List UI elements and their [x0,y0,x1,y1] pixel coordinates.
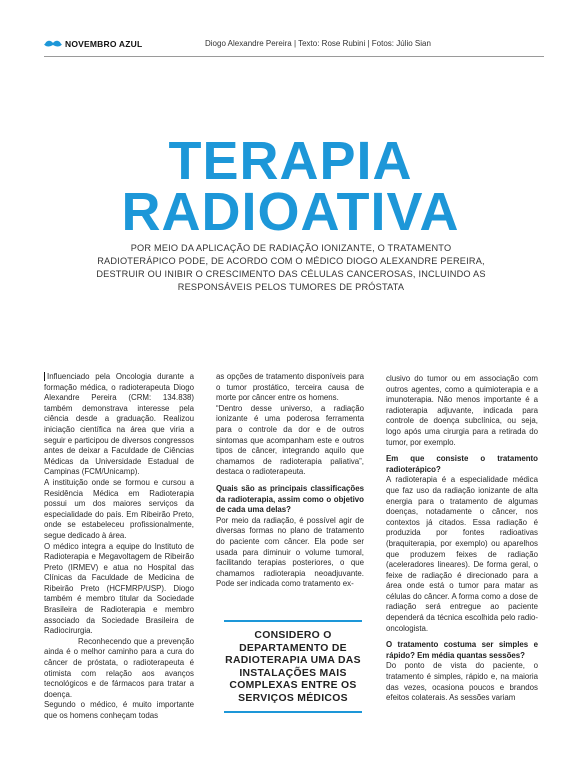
interview-question: O tratamento costuma ser simples e rápido? Em média quantas sessões? [386,640,538,660]
interview-question: Quais são as principais classificações da radioterapia, assim como o objetivo de cada uma delas? [216,483,364,515]
mustache-icon [44,40,62,49]
paragraph: Reconhecendo que a prevenção ainda é o melhor caminho para a cura do câncer de próstata, o radioterapeuta é otimista com relação aos avanços tecnológicos e de fármacos para tratar a doença. [44,636,194,699]
section-label: NOVEMBRO AZUL [65,39,143,49]
paragraph [44,372,194,478]
paragraph: Por meio da radiação, é possível agir de diversas formas no plano de tratamento do paciente com câncer. Ela pode ser usada para diminuir o volume tumoral, facilitando terapias posteriores, o que chamamos radioterapia neoadjuvante. Pode ser indicada como tratamento ex- [216,515,364,589]
header-divider [44,56,544,57]
paragraph: A radioterapia é a especialidade médica que faz uso da radiação ionizante de alta energia para o tratamento de algumas doenças, notadamente o câncer, nos contextos já citados. Essa radiação é produzida por fontes radioativas (braquiterapia, por exemplo) ou aparelhos que produzem feixes de radiação (aceleradores lineares). De forma geral, o feixe de radiação é direcionado para a área onde está o tumor para matar as células do câncer. A forma como a dose de radiação será entregue ao paciente dependerá da técnica escolhida pelo radio-oncologista. [386,475,538,633]
page-header [44,38,544,54]
paragraph: Segundo o médico, é muito importante que os homens conheçam todas [44,700,194,720]
paragraph: A instituição onde se formou e cursou a Residência Médica em Radioterapia possui um dos maiores serviços da especialidade do país. Em Ribeirão Preto, onde se estabeleceu profissionalmente, segue dedicado à área. [44,477,194,540]
text-column-1 [44,372,194,722]
paragraph-text: nfluenciado pela Oncologia durante a formação médica, o radioterapeuta Diogo Alexandre Pereira (CRM: 134.838) também demonstrava interesse pela ciência desde a graduação. Realizou iniciação científica na área que viria a seguir e participou de diversos congressos antes de deixar a Faculdade de Ciências Médicas da Universidade Estadual de Campinas (FCM/Unicamp). [44,372,194,477]
paragraph: Do ponto de vista do paciente, o tratamento é simples, rápido e, na maioria das vezes, ocasiona poucos e brandos efeitos colaterais. As sessões variam [386,661,538,703]
article-subtitle: POR MEIO DA APLICAÇÃO DE RADIAÇÃO IONIZANTE, O TRATAMENTO RADIOTERÁPICO PODE, DE ACORDO COM O MÉDICO DIOGO ALEXANDRE PEREIRA, DESTRUIR OU INIBIR O CRESCIMENTO DAS CÉLULAS CANCEROSAS, INCLUINDO AS RESPONSÁVEIS PELOS TUMORES DE PRÓSTATA [96,243,486,292]
paragraph: “Dentro desse universo, a radiação ionizante é uma poderosa ferramenta para o controle da dor e de outros sintomas que acompanham este e outros tipos de câncer, integrando aquilo que chamamos de radioterapia paliativa”, destaca o radioterapeuta. [216,403,364,477]
paragraph: as opções de tratamento disponíveis para o tumor prostático, terceira causa de morte por câncer entre os homens. [216,372,364,403]
text-column-3 [386,374,538,704]
pull-quote: CONSIDERO O DEPARTAMENTO DE RADIOTERAPIA UMA DAS INSTALAÇÕES MAIS COMPLEXAS ENTRE OS SERVIÇOS MÉDICOS [224,620,362,713]
drop-cap: I [44,372,49,381]
paragraph: clusivo do tumor ou em associação com outros agentes, como a quimioterapia e a imunoterapia. Não menos importante é a radioterapia adjuvante, indicada para controle de doença subclínica, ou seja, logo após uma cirurgia para a retirada do tumor, por exemplo. [386,374,538,447]
article-title-line2: RADIOATIVA [121,182,460,242]
article-title-line1: TERAPIA [168,131,413,191]
article-credits: Diogo Alexandre Pereira | Texto: Rose Rubini | Fotos: Júlio Sian [205,39,431,48]
text-column-2 [216,372,364,590]
interview-question: Em que consiste o tratamento radioterápico? [386,454,538,474]
paragraph: O médico integra a equipe do Instituto de Radioterapia e Megavoltagem de Ribeirão Preto (IRMEV) e atua no Hospital das Clínicas da Faculdade de Medicina de Ribeirão Preto (HCFMRP/USP). Diogo também é membro titular da Sociedade Brasileira de Radioterapia e membro associado da Sociedade Brasileira de Radiocirurgia. [44,541,194,636]
